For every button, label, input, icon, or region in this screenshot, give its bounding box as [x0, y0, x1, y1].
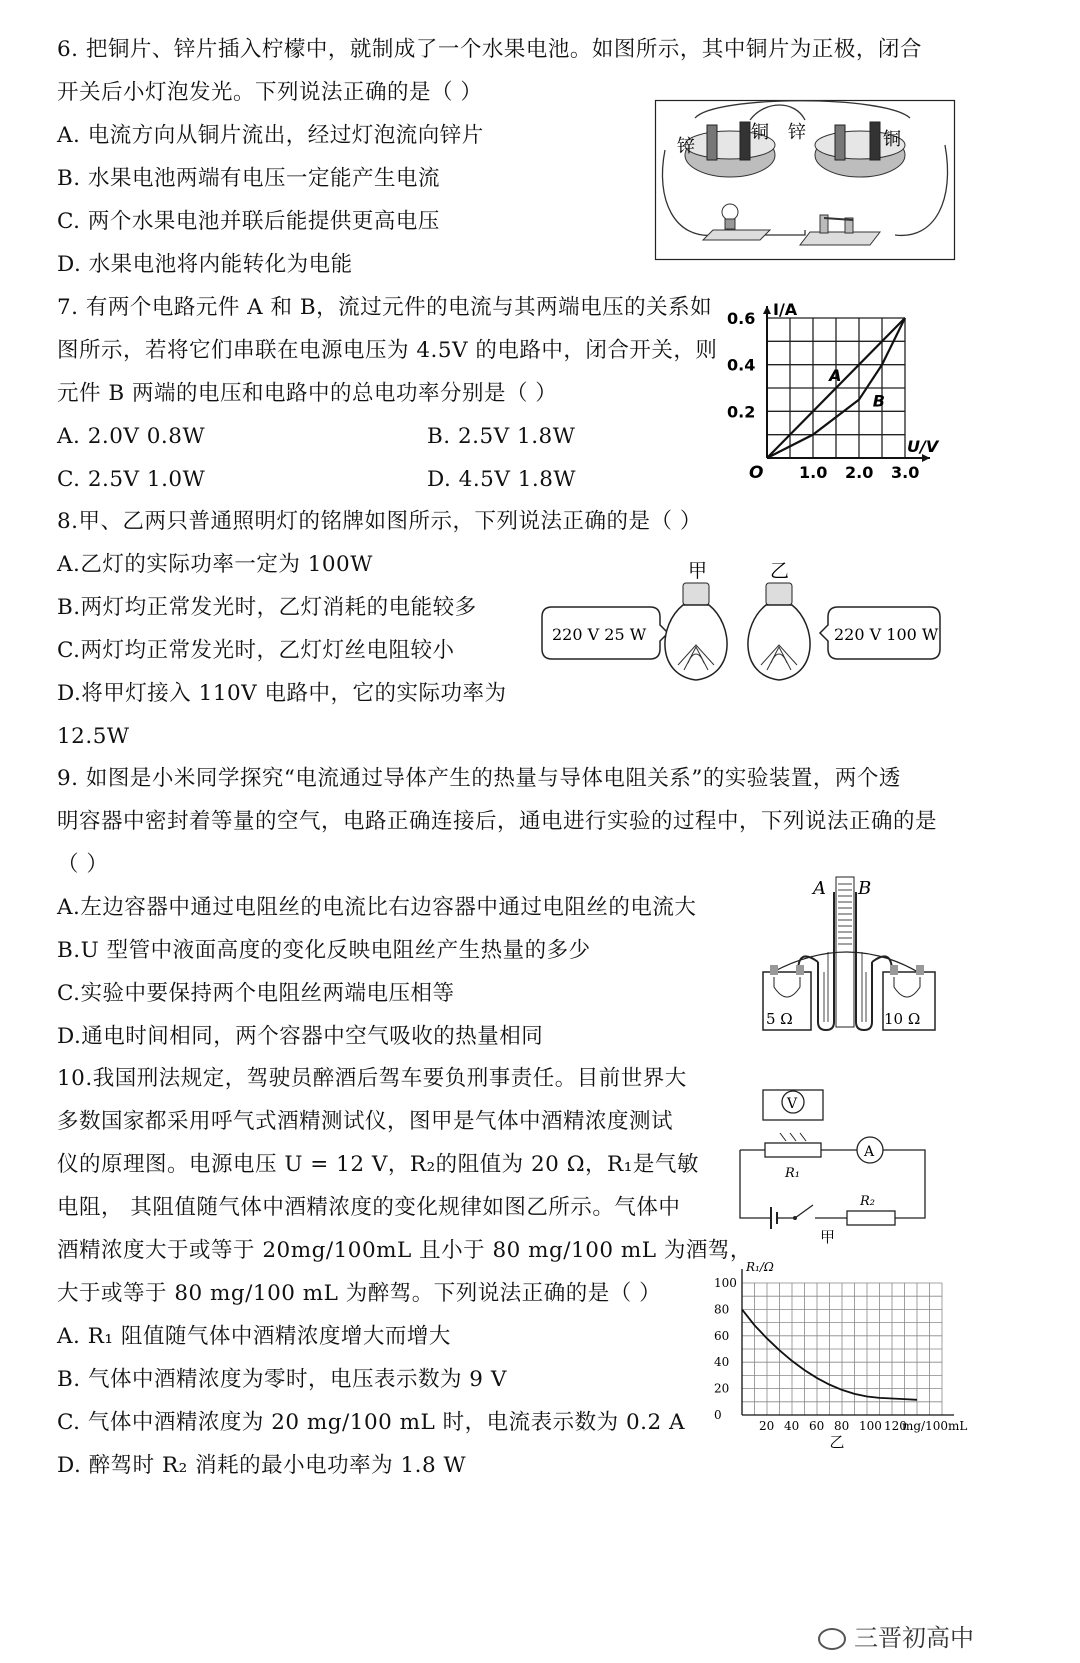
voltmeter-label: V — [787, 1096, 798, 1112]
breathalyzer-circuit-figure — [735, 1085, 930, 1245]
y-tick-label: 80 — [714, 1302, 730, 1317]
q6-stem-line1: 6. 把铜片、锌片插入柠檬中，就制成了一个水果电池。如图所示，其中铜片为正极，闭合 — [57, 37, 922, 62]
q8-option-b[interactable]: B.两灯均正常发光时，乙灯消耗的电能较多 — [57, 595, 477, 620]
zinc-label-right: 锌 — [788, 122, 806, 143]
fruit-battery-figure — [655, 100, 955, 260]
q7-stem-line3: 元件 B 两端的电压和电路中的总电功率分别是（ ） — [57, 381, 558, 406]
q9-option-d[interactable]: D.通电时间相同，两个容器中空气吸收的热量相同 — [57, 1024, 544, 1049]
y-tick-label: 0.4 — [727, 355, 756, 375]
y-tick-label: 40 — [714, 1355, 730, 1370]
x-tick-label: 2.0 — [845, 463, 874, 482]
x-tick-label: 60 — [809, 1419, 825, 1433]
x-tick-label: 100 — [859, 1419, 882, 1433]
q7-option-b[interactable]: B. 2.5V 1.8W — [427, 424, 576, 449]
lamp-yi-label: 乙 — [770, 560, 790, 582]
lamps-figure — [538, 555, 943, 690]
q10-stem-line4: 电阻， 其阻值随气体中酒精浓度的变化规律如图乙所示。气体中 — [57, 1195, 681, 1220]
resistor-10-label: 10 Ω — [884, 1010, 921, 1028]
iu-chart-figure — [725, 293, 955, 483]
y-tick-label: 20 — [714, 1381, 730, 1396]
y-tick-label: 0.6 — [727, 309, 756, 328]
q10-option-b[interactable]: B. 气体中酒精浓度为零时，电压表示数为 9 V — [57, 1367, 507, 1392]
q9-option-b[interactable]: B.U 型管中液面高度的变化反映电阻丝产生热量的多少 — [57, 938, 591, 963]
q6-option-d[interactable]: D. 水果电池将内能转化为电能 — [57, 252, 353, 277]
q9-stem-line1: 9. 如图是小米同学探究“电流通过导体产生的热量与导体电阻关系”的实验装置，两个透 — [57, 766, 901, 791]
y-axis-label: I/A — [773, 300, 798, 319]
q8-option-d-cont: 12.5W — [57, 724, 130, 749]
lamp-yi-plate: 220 V 100 W — [834, 625, 939, 644]
series-label-A: A — [829, 366, 842, 385]
q8-stem: 8.甲、乙两只普通照明灯的铭牌如图所示，下列说法正确的是（ ） — [57, 509, 702, 534]
iu-chart — [725, 293, 955, 483]
q6-stem-line2: 开关后小灯泡发光。下列说法正确的是（ ） — [57, 80, 483, 105]
x-tick-label: 80 — [834, 1419, 850, 1433]
circuit-jia-label: 甲 — [820, 1228, 836, 1246]
q9-stem-line3: （ ） — [57, 852, 109, 877]
copper-label-right: 铜 — [883, 129, 901, 150]
ammeter-label: A — [864, 1144, 875, 1160]
q10-stem-line3: 仪的原理图。电源电压 U = 12 V，R₂的阻值为 20 Ω，R₁是气敏 — [57, 1152, 699, 1177]
q7-stem-line1: 7. 有两个电路元件 A 和 B，流过元件的电流与其两端电压的关系如 — [57, 295, 713, 320]
watermark — [818, 1618, 974, 1653]
x-tick-label: 3.0 — [891, 463, 920, 482]
q10-option-d[interactable]: D. 醉驾时 R₂ 消耗的最小电功率为 1.8 W — [57, 1453, 467, 1478]
y-tick-label: 0.2 — [727, 402, 756, 422]
chart-title: 乙 — [829, 1433, 845, 1451]
x-tick-label: 20 — [759, 1419, 775, 1433]
q7-option-c[interactable]: C. 2.5V 1.0W — [57, 467, 206, 492]
q10-option-a[interactable]: A. R₁ 阻值随气体中酒精浓度增大而增大 — [57, 1324, 451, 1349]
y-axis-label: R₁/Ω — [746, 1260, 774, 1274]
origin-label: O — [749, 463, 764, 483]
q8-option-d[interactable]: D.将甲灯接入 110V 电路中，它的实际功率为 — [57, 681, 507, 706]
series-label-B: B — [872, 391, 886, 411]
q10-option-c[interactable]: C. 气体中酒精浓度为 20 mg/100 mL 时，电流表示数为 0.2 A — [57, 1410, 686, 1435]
x-axis-label: U/V — [907, 437, 939, 456]
tube-a-label: A — [813, 878, 826, 899]
r2-label: R₂ — [860, 1194, 875, 1209]
q7-option-d[interactable]: D. 4.5V 1.8W — [427, 467, 576, 492]
x-axis-label: mg/100mL — [902, 1419, 968, 1433]
tube-b-label: B — [858, 878, 872, 899]
wechat-icon — [818, 1628, 846, 1650]
lamp-jia-plate: 220 V 25 W — [552, 625, 647, 644]
r1-concentration-chart-figure — [712, 1255, 968, 1451]
q9-stem-line2: 明容器中密封着等量的空气，电路正确连接后，通电进行实验的过程中，下列说法正确的是 — [57, 809, 938, 834]
x-tick-label: 40 — [784, 1419, 800, 1433]
q10-stem-line6: 大于或等于 80 mg/100 mL 为醉驾。下列说法正确的是（ ） — [57, 1281, 662, 1306]
zinc-label-left: 锌 — [677, 136, 695, 157]
q10-stem-line1: 10.我国刑法规定，驾驶员醉酒后驾车要负刑事责任。目前世界大 — [57, 1066, 687, 1091]
u-tube-figure — [758, 872, 948, 1037]
y-tick-label: 0 — [714, 1408, 722, 1422]
copper-label-left: 铜 — [751, 122, 769, 143]
lamp-jia-label: 甲 — [688, 560, 708, 582]
q7-stem-line2: 图所示，若将它们串联在电源电压为 4.5V 的电路中，闭合开关，则 — [57, 338, 718, 363]
y-tick-label: 60 — [714, 1328, 730, 1343]
resistor-5-label: 5 Ω — [766, 1010, 793, 1028]
q6-option-a[interactable]: A. 电流方向从铜片流出，经过灯泡流向锌片 — [57, 123, 484, 148]
r1-label: R₁ — [785, 1166, 800, 1181]
q8-option-a[interactable]: A.乙灯的实际功率一定为 100W — [57, 552, 373, 577]
q7-option-a[interactable]: A. 2.0V 0.8W — [57, 424, 206, 449]
y-axis-arrow — [763, 306, 771, 314]
q8-option-c[interactable]: C.两灯均正常发光时，乙灯灯丝电阻较小 — [57, 638, 455, 663]
x-tick-label: 120 — [884, 1419, 907, 1433]
watermark-text: 三晋初高中 — [854, 1624, 974, 1652]
r1-concentration-chart — [712, 1255, 968, 1451]
q6-option-c[interactable]: C. 两个水果电池并联后能提供更高电压 — [57, 209, 440, 234]
y-tick-label: 100 — [714, 1276, 737, 1290]
q9-option-a[interactable]: A.左边容器中通过电阻丝的电流比右边容器中通过电阻丝的电流大 — [57, 895, 697, 920]
q10-stem-line5: 酒精浓度大于或等于 20mg/100mL 且小于 80 mg/100 mL 为酒驾， — [57, 1238, 752, 1263]
x-tick-label: 1.0 — [799, 463, 828, 482]
q9-option-c[interactable]: C.实验中要保持两个电阻丝两端电压相等 — [57, 981, 455, 1006]
q10-stem-line2: 多数国家都采用呼气式酒精测试仪，图甲是气体中酒精浓度测试 — [57, 1109, 674, 1134]
q6-option-b[interactable]: B. 水果电池两端有电压一定能产生电流 — [57, 166, 440, 191]
